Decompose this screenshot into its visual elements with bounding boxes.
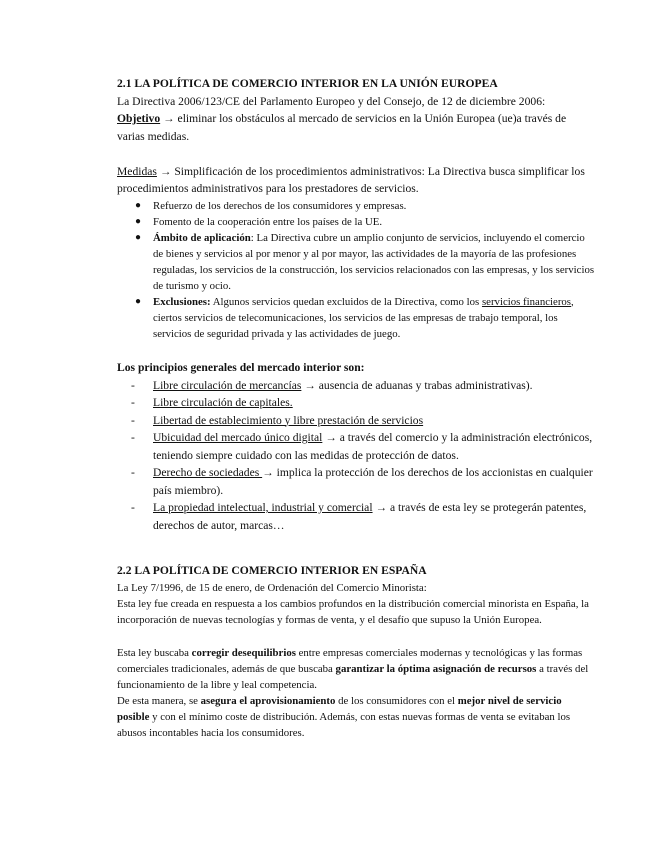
dash-icon: - xyxy=(131,501,135,514)
dash-icon: - xyxy=(131,378,135,392)
list-item: - Ubicuidad del mercado único digital → a través del comercio y la administración electrónicos, teniendo siempre cuidado con las medidas de protección de datos. xyxy=(131,431,593,462)
bullet-icon: ● xyxy=(135,215,142,227)
dash-icon: - xyxy=(131,431,135,444)
dash-icon: - xyxy=(131,396,135,409)
list-item: - Libre circulación de mercancías → ausencia de aduanas y trabas administrativas). xyxy=(117,377,595,395)
objective-paragraph xyxy=(117,110,595,145)
measures-paragraph xyxy=(117,163,595,198)
directive-line: La Directiva 2006/123/CE del Parlamento Europeo y del Consejo, de 12 de diciembre 2006: xyxy=(117,94,546,108)
section-title-spain: 2.2 LA POLÍTICA DE COMERCIO INTERIOR EN ESPAÑA xyxy=(117,564,427,577)
paragraph-objectives: Esta ley buscaba corregir desequilibrios entre empresas comerciales modernas y tecnológicas y las formas comerciales tradicionales, además de que buscaba garantizar la óptima asignación de recursos a través del funcionamiento de la libre y leal competencia. xyxy=(117,647,589,691)
financial-services-link: servicios financieros xyxy=(481,295,572,308)
bullet-icon: ● xyxy=(135,231,142,243)
objective-text: → eliminar los obstáculos al mercado de servicios en la Unión Europea (ue)a través de varias medidas. xyxy=(117,112,567,143)
objective-label: Objetivo xyxy=(117,112,161,125)
section-title-eu: 2.1 LA POLÍTICA DE COMERCIO INTERIOR EN LA UNIÓN EUROPEA xyxy=(117,77,498,90)
principles-list xyxy=(117,377,595,535)
paragraph-provision: De esta manera, se asegura el aprovisionamiento de los consumidores con el mejor nivel de servicio posible y con el mínimo coste de distribución. Además, con estas nuevas formas de venta se evitaban los abusos incontables hacia los consumidores. xyxy=(117,695,571,739)
list-item: ● Exclusiones: Algunos servicios quedan excluidos de la Directiva, como los servicios financieros, ciertos servicios de telecomunicaciones, los servicios de las empresas de trabajo temporal, los servicios de seguridad privada y las actividades de juego. xyxy=(135,295,574,340)
measures-label: Medidas xyxy=(117,164,157,178)
principles-title: Los principios generales del mercado interior son: xyxy=(117,361,365,374)
list-item: ● Fomento de la cooperación entre los países de la UE. xyxy=(135,215,383,228)
intro-paragraph: Esta ley fue creada en respuesta a los cambios profundos en la distribución comercial minorista en España, la incorporación de nuevas tecnologías y formas de venta, y el desafío que supuso la Unión Europea. xyxy=(117,597,589,626)
list-item: - Derecho de sociedades → implica la protección de los derechos de los accionistas en cualquier país miembro). xyxy=(131,466,593,497)
law-line: La Ley 7/1996, de 15 de enero, de Ordenación del Comercio Minorista: xyxy=(117,581,427,594)
list-item: ● Refuerzo de los derechos de los consumidores y empresas. xyxy=(135,199,407,212)
bullet-icon: ● xyxy=(135,199,142,211)
dash-icon: - xyxy=(131,466,135,479)
dash-icon: - xyxy=(131,413,135,427)
bullet-icon: ● xyxy=(135,295,142,307)
list-item: - Libre circulación de capitales. xyxy=(117,394,595,412)
list-item: - Libertad de establecimiento y libre prestación de servicios xyxy=(117,412,595,430)
section-eu xyxy=(117,75,595,534)
section-spain xyxy=(117,562,595,741)
measures-text: → Simplificación de los procedimientos administrativos: La Directiva busca simplificar los procedimientos administrativos para los prestadores de servicios. xyxy=(117,164,585,195)
list-item: - La propiedad intelectual, industrial y comercial → a través de esta ley se protegerán patentes, derechos de autor, marcas… xyxy=(131,501,587,532)
list-item: ● Ámbito de aplicación: La Directiva cubre un amplio conjunto de servicios, incluyendo el comercio de bienes y servicios al por menor y al por mayor, las actividades de la mayoría de las profesiones reguladas, los servicios de la construcción, los servicios relacionados con las empresas, y los servicios de turismo y ocio. xyxy=(135,231,595,292)
measures-list xyxy=(117,198,595,342)
